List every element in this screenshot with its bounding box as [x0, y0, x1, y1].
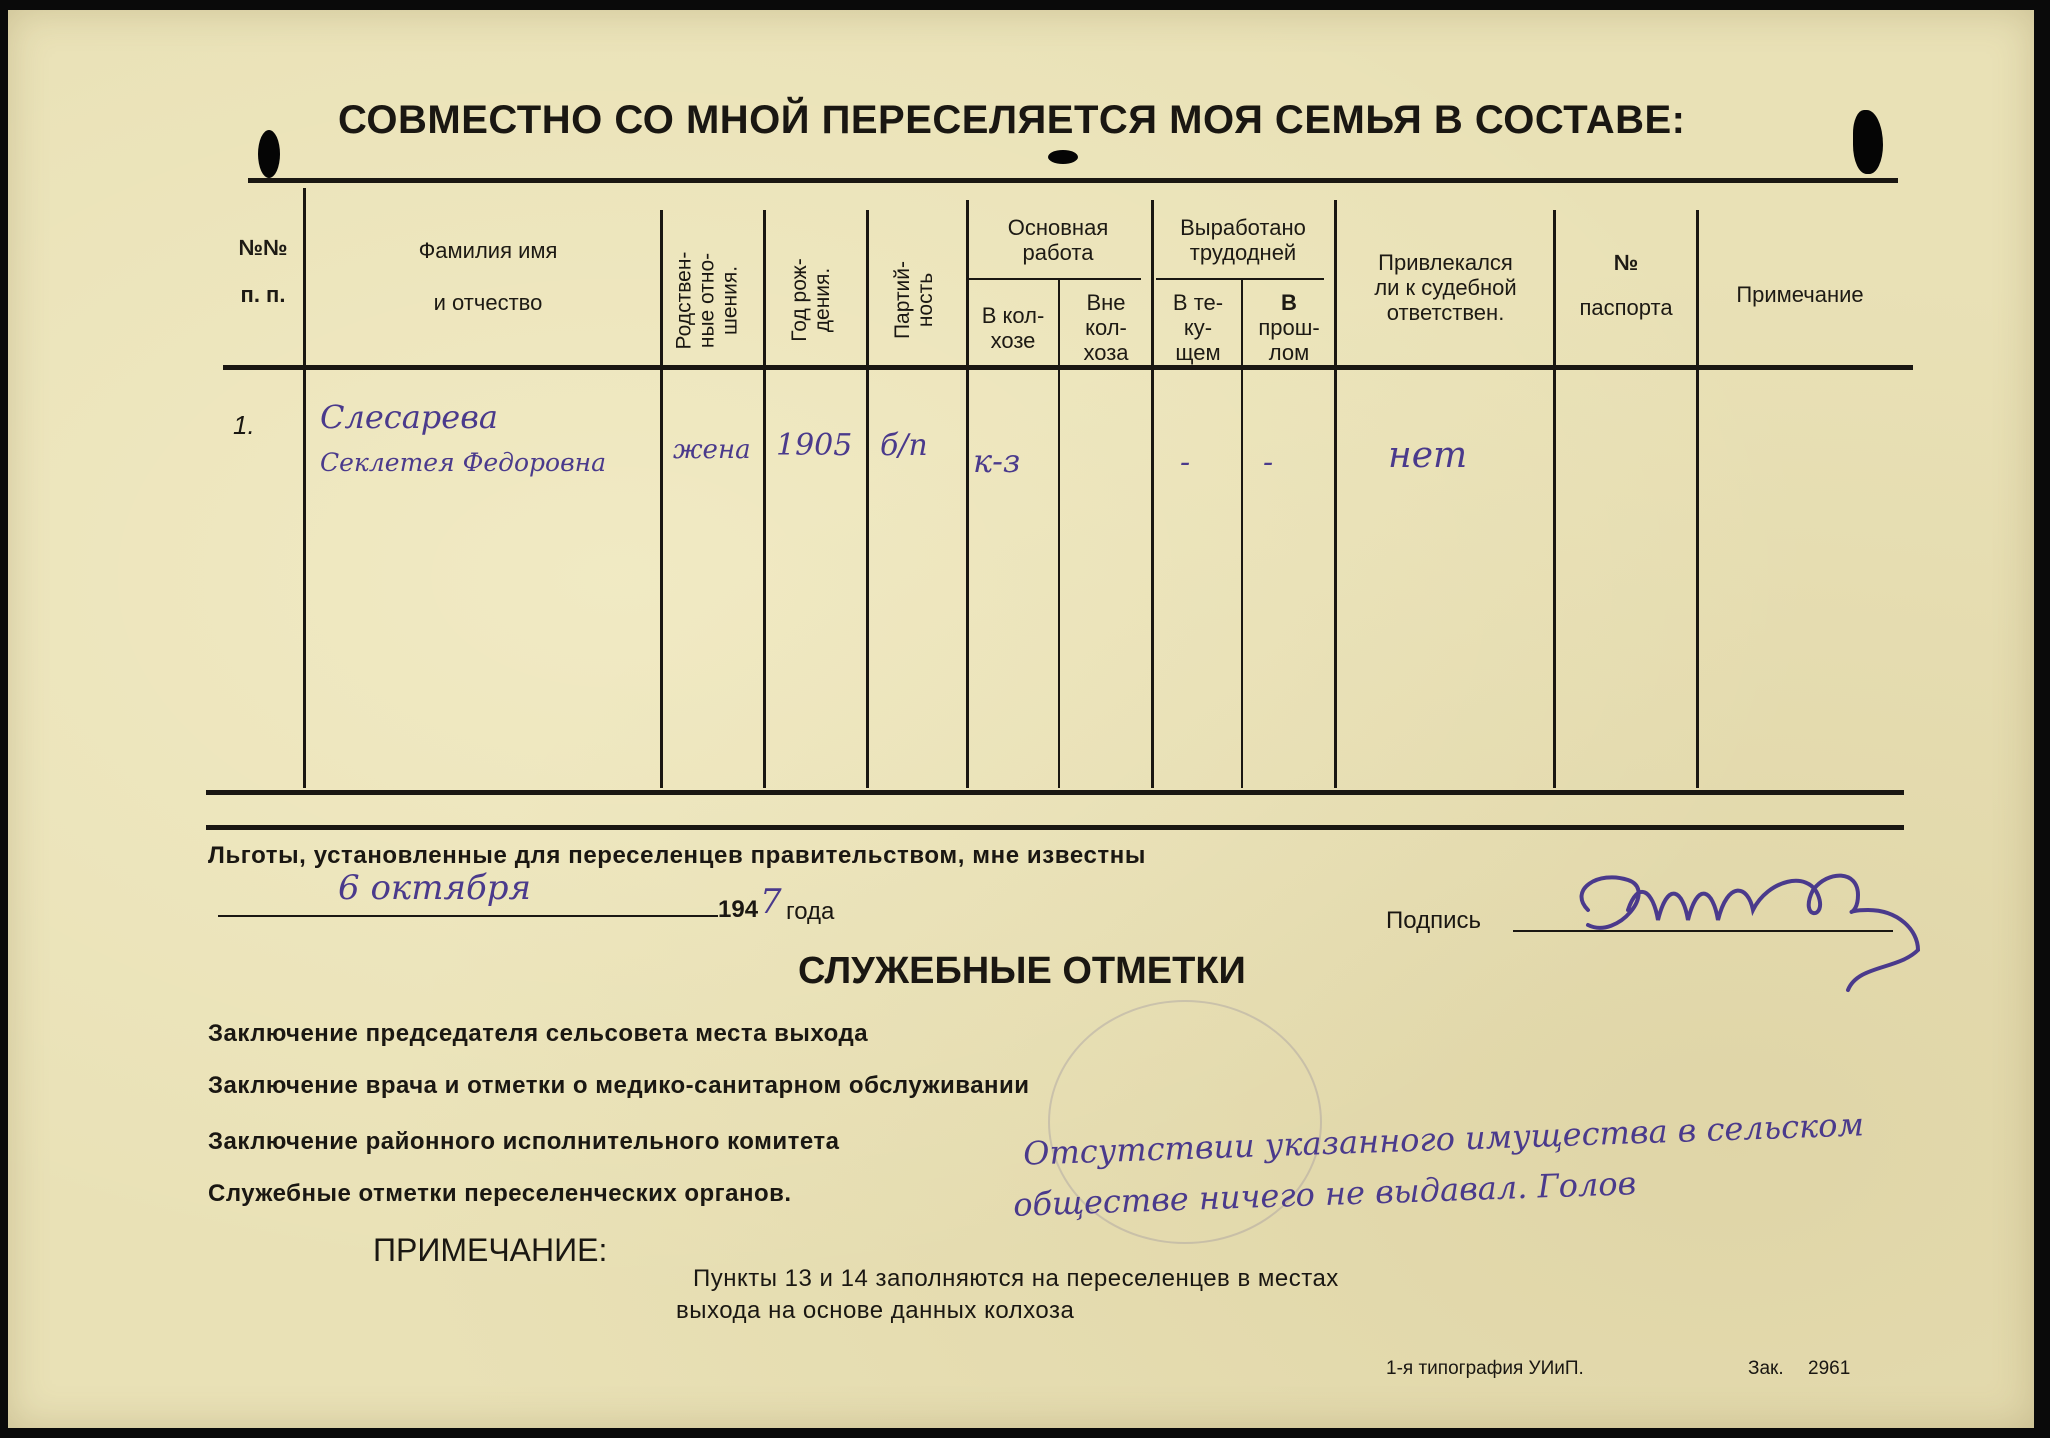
service-line-2: Заключение врача и отметки о медико-санитарном обслуживании — [208, 1072, 1030, 1099]
header-workdays-line1: Выработано — [1180, 215, 1306, 240]
note-text-2: выхода на основе данных колхоза — [676, 1297, 1075, 1324]
service-handwritten-1: Отсутствии указанного имущества в сельском — [1022, 1105, 1865, 1173]
order-label: Зак. — [1748, 1358, 1784, 1379]
col-divider-9 — [1334, 200, 1337, 788]
workdays-subrule — [1156, 278, 1324, 280]
row-1-name-line2: Секлетея Федоровна — [320, 448, 606, 477]
col-divider-1 — [303, 188, 306, 788]
row-1-in-kolkhoz: к-з — [973, 442, 1021, 480]
service-line-4: Служебные отметки переселенческих органов. — [208, 1180, 792, 1207]
header-court-line2: ли к судебной — [1374, 275, 1517, 300]
table-header-bottom-rule — [223, 365, 1913, 370]
header-out-kolkhoz-line1: Вне — [1086, 290, 1126, 315]
row-1-num: 1. — [233, 410, 255, 440]
col-divider-3 — [763, 210, 766, 788]
service-line-1: Заключение председателя сельсовета места выхода — [208, 1020, 869, 1047]
header-num-line1: №№ — [238, 235, 288, 260]
header-year — [788, 225, 838, 375]
header-passport — [1556, 250, 1696, 320]
col-divider-4 — [866, 210, 869, 788]
header-past-line3: лом — [1268, 340, 1310, 365]
header-in-kolkhoz-line2: хозе — [990, 328, 1036, 353]
order-number: 2961 — [1808, 1358, 1851, 1379]
header-current — [1154, 290, 1242, 365]
header-name — [338, 238, 638, 315]
main-work-subrule — [966, 278, 1141, 280]
header-current-line3: щем — [1175, 340, 1221, 365]
header-name-line1: Фамилия имя — [418, 238, 558, 263]
date-underline — [218, 915, 718, 917]
signature-image — [1558, 850, 1948, 1000]
row-1-relation: жена — [673, 435, 751, 465]
header-past-line1: В — [1281, 290, 1297, 315]
col-divider-2 — [660, 210, 663, 788]
header-main-work-line1: Основная — [1007, 215, 1109, 240]
col-divider-5 — [966, 200, 969, 788]
col-divider-7 — [1151, 200, 1154, 788]
row-1-name-line1: Слесарева — [320, 398, 498, 436]
date-handwritten: 6 октября — [338, 868, 531, 908]
header-party — [891, 225, 941, 375]
note-label: ПРИМЕЧАНИЕ: — [373, 1232, 608, 1268]
header-out-kolkhoz — [1061, 290, 1151, 365]
row-1-past: - — [1263, 445, 1274, 480]
header-name-line2: и отчество — [433, 290, 543, 315]
printer-name: 1-я типография УИиП. — [1386, 1358, 1584, 1379]
col-divider-6 — [1058, 280, 1060, 788]
row-1-current: - — [1180, 445, 1191, 480]
signature-label: Подпись — [1386, 907, 1481, 934]
header-relation-line3: шения. — [718, 265, 742, 336]
service-handwritten-2: обществе ничего не выдавал. Голов — [1012, 1164, 1637, 1224]
header-in-kolkhoz-line1: В кол- — [981, 303, 1045, 328]
table-bottom-rule — [206, 790, 1904, 795]
header-in-kolkhoz — [968, 303, 1058, 353]
header-court-line3: ответствен. — [1386, 300, 1505, 325]
header-relation — [673, 211, 748, 391]
header-court-line1: Привлекался — [1378, 250, 1513, 275]
year-suffix: года — [786, 898, 835, 925]
note-text-1: Пункты 13 и 14 заполняются на переселенцев в местах — [693, 1265, 1339, 1292]
punch-hole-left — [258, 130, 280, 178]
punch-hole-right — [1853, 110, 1883, 174]
table-bottom-rule-2 — [206, 825, 1904, 830]
header-past — [1244, 290, 1334, 365]
service-line-3: Заключение районного исполнительного комитета — [208, 1128, 840, 1155]
year-prefix: 194 — [718, 896, 759, 923]
punch-hole-middle — [1048, 150, 1078, 164]
header-note: Примечание — [1736, 282, 1864, 307]
header-num-line2: п. п. — [240, 282, 286, 307]
header-current-line2: ку- — [1183, 315, 1213, 340]
col-divider-11 — [1696, 210, 1699, 788]
header-main-work-line2: работа — [1022, 240, 1094, 265]
header-out-kolkhoz-line2: кол- — [1085, 315, 1127, 340]
header-party-line1: Партий- — [891, 260, 914, 340]
form-title: СОВМЕСТНО СО МНОЙ ПЕРЕСЕЛЯЕТСЯ МОЯ СЕМЬЯ В СОСТАВЕ: — [338, 98, 1686, 142]
header-out-kolkhoz-line3: хоза — [1083, 340, 1129, 365]
header-relation-line2: ные отно- — [695, 252, 719, 349]
header-court — [1338, 250, 1553, 325]
header-passport-line2: паспорта — [1579, 295, 1673, 320]
header-num — [228, 235, 298, 307]
header-main-work — [968, 215, 1148, 265]
header-relation-line1: Родствен- — [672, 251, 696, 350]
row-1-year: 1905 — [776, 428, 853, 463]
header-past-line2: прош- — [1258, 315, 1320, 340]
header-workdays — [1154, 215, 1332, 265]
benefits-text: Льготы, установленные для переселенцев правительством, мне известны — [208, 842, 1146, 869]
header-party-line2: ность — [914, 272, 937, 328]
document-sheet — [8, 10, 2034, 1428]
table-top-rule — [248, 178, 1898, 183]
year-handwritten: 7 — [760, 882, 782, 922]
service-heading: СЛУЖЕБНЫЕ ОТМЕТКИ — [798, 950, 1246, 992]
row-1-court: нет — [1388, 435, 1468, 476]
header-year-line1: Год рож- — [788, 258, 811, 342]
row-1-party: б/п — [880, 428, 928, 463]
header-workdays-line2: трудодней — [1189, 240, 1297, 265]
header-year-line2: дения. — [811, 267, 834, 333]
header-current-line1: В те- — [1172, 290, 1224, 315]
header-passport-line1: № — [1613, 250, 1639, 275]
